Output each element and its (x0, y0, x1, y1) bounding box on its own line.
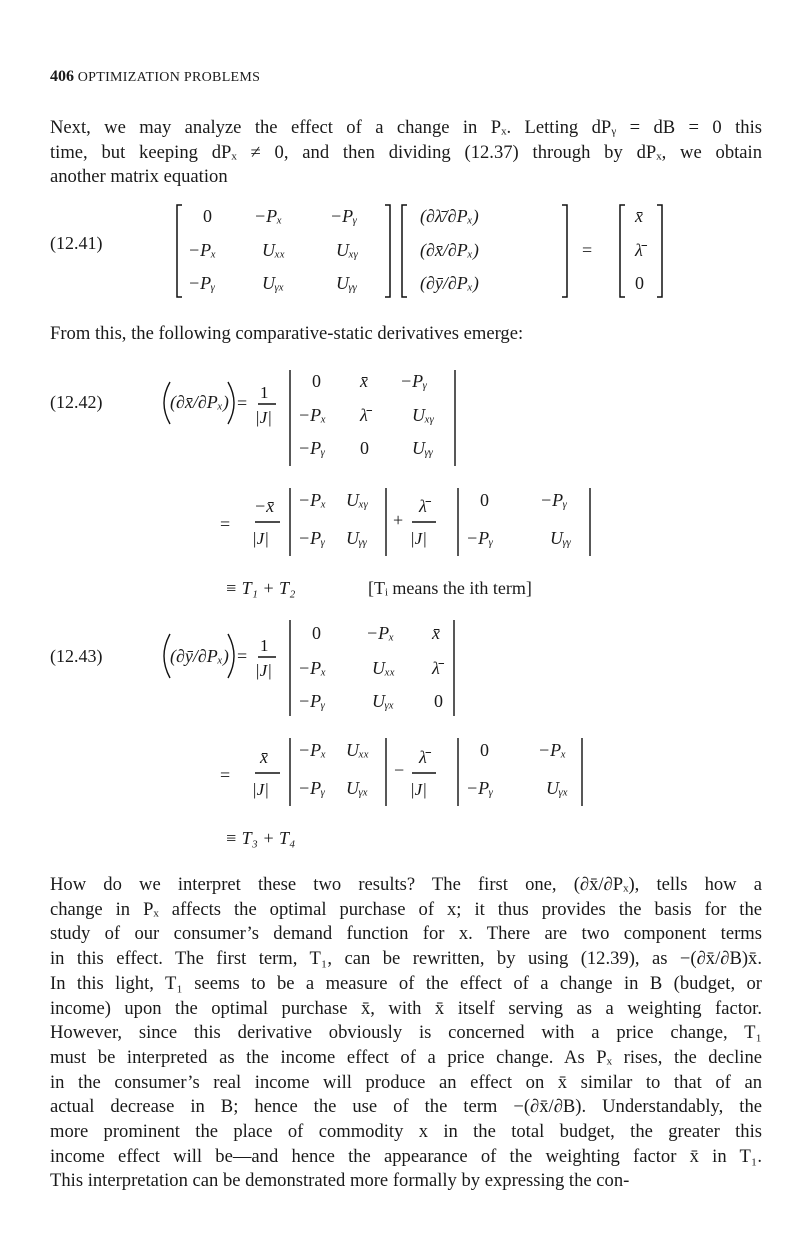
det-cell: Uₓᵧ (412, 405, 435, 425)
det-cell: −Pᵧ (466, 528, 494, 548)
text-line: income) upon the optimal purchase x̄, with x̄ itself serving as a weighting factor. (50, 997, 762, 1019)
det-cell: −Pₓ (538, 740, 567, 760)
fraction-det-j: |J| (410, 780, 427, 799)
det-cell: Uᵧₓ (546, 778, 569, 798)
text-line: In this light, T₁ seems to be a measure of the effect of a change in B (budget, or (50, 972, 762, 994)
text-line: must be interpreted as the income effect of a price change. As Pₓ rises, the decline (50, 1046, 762, 1068)
page-number: 406 (50, 68, 74, 85)
text-line: Next, we may analyze the effect of a change in Pₓ. Letting dPᵧ = dB = 0 this (50, 117, 762, 138)
equals-sign: = (237, 646, 248, 666)
rhs-cell: 0 (635, 273, 644, 293)
text-line: actual decrease in B; hence the use of the term −(∂x̄/∂B). Understandably, the (50, 1096, 762, 1118)
det-cell: 0 (312, 623, 321, 643)
det-cell: −Pᵧ (298, 438, 326, 458)
det-cell: −Pᵧ (298, 778, 326, 798)
equals-sign: = (220, 514, 231, 534)
matrix-cell: −Pᵧ (188, 273, 216, 293)
equals-sign: = (220, 765, 231, 785)
det-cell: 0 (480, 740, 489, 760)
det-cell: −Pᵧ (298, 528, 326, 548)
fraction-det-j: |J| (252, 780, 269, 799)
equals-sign: = (237, 393, 248, 413)
matrix-cell: −Pₓ (254, 206, 283, 226)
term-note: [Tᵢ means the ith term] (368, 578, 532, 598)
fraction-det-j: |J| (410, 529, 427, 548)
fraction-one: 1 (260, 636, 269, 655)
rhs-cell: λ̄ (635, 240, 643, 260)
det-cell: 0 (312, 371, 321, 391)
fraction-det-j: |J| (255, 661, 272, 680)
det-cell: x̄ (360, 371, 368, 391)
det-cell: Uᵧᵧ (412, 438, 434, 458)
det-cell: −Pₓ (298, 405, 327, 425)
matrix-cell: Uₓᵧ (336, 240, 359, 260)
text-line: study of our consumer’s demand function for x. There are two component terms (50, 923, 762, 945)
operator: + (393, 510, 404, 530)
det-cell: −Pₓ (298, 658, 327, 678)
text-line: change in Pₓ affects the optimal purchase of x; it thus provides the basis for the (50, 898, 762, 920)
det-cell: 0 (360, 438, 369, 458)
vector-cell: (∂x̄/∂Pₓ) (420, 240, 479, 260)
det-cell: Uₓᵧ (346, 490, 369, 510)
term-sum: ≡ T₃ + T₄ (225, 828, 296, 848)
text-line: more prominent the place of commodity x in the total budget, the greater this (50, 1121, 762, 1143)
text-line: time, but keeping dPₓ ≠ 0, and then dividing (12.37) through by dPₓ, we obtain (50, 141, 762, 163)
matrix-cell: −Pₓ (188, 240, 217, 260)
det-cell: −Pₓ (298, 490, 327, 510)
text-line: in this effect. The first term, T₁, can be rewritten, by using (12.39), as −(∂x̄/∂B)x̄. (50, 948, 762, 970)
det-cell: −Pᵧ (466, 778, 494, 798)
det-cell: Uᵧᵧ (346, 528, 368, 548)
text-line: However, since this derivative obviously is concerned with a price change, T₁ (50, 1022, 762, 1044)
matrix-cell: Uᵧᵧ (336, 273, 358, 293)
det-cell: −Pₓ (298, 740, 327, 760)
det-cell: 0 (434, 691, 443, 711)
det-cell: −Pₓ (366, 623, 395, 643)
text-line: How do we interpret these two results? The first one, (∂x̄/∂Pₓ), tells how a (50, 874, 762, 895)
text-line: another matrix equation (50, 166, 228, 188)
text-line: From this, the following comparative-static derivatives emerge: (50, 323, 524, 344)
vector-cell: (∂λ̄/∂Pₓ) (420, 206, 479, 226)
equation-label: (12.42) (50, 392, 103, 412)
vector-cell: (∂ȳ/∂Pₓ) (420, 273, 479, 293)
coefficient: λ̄ (419, 747, 427, 767)
coefficient: λ̄ (419, 496, 427, 516)
matrix-cell: Uₓₓ (262, 240, 286, 260)
derivative-lhs: (∂x̄/∂Pₓ) (170, 392, 229, 412)
fraction-det-j: |J| (252, 529, 269, 548)
det-cell: 0 (480, 490, 489, 510)
det-cell: λ̄ (432, 658, 440, 678)
text-line: income effect will be—and hence the appearance of the weighting factor x̄ in T₁. (50, 1145, 762, 1167)
matrix-cell: Uᵧₓ (262, 273, 285, 293)
det-cell: Uₓₓ (372, 658, 396, 678)
coefficient: x̄ (260, 747, 268, 767)
text-line: in the consumer’s real income will produce an effect on x̄ similar to that of an (50, 1071, 762, 1093)
coefficient: −x̄ (254, 496, 275, 516)
matrix-cell: −Pᵧ (330, 206, 358, 226)
det-cell: Uᵧᵧ (550, 528, 572, 548)
running-title: OPTIMIZATION PROBLEMS (77, 70, 261, 85)
det-cell: −Pᵧ (540, 490, 568, 510)
det-cell: Uₓₓ (346, 740, 370, 760)
det-cell: −Pᵧ (400, 371, 428, 391)
derivative-lhs: (∂ȳ/∂Pₓ) (170, 646, 229, 666)
fraction-det-j: |J| (255, 408, 272, 427)
det-cell: Uᵧₓ (372, 691, 395, 711)
term-sum: ≡ T₁ + T₂ (225, 578, 296, 598)
matrix-cell: 0 (203, 206, 212, 226)
equals-sign: = (582, 240, 593, 260)
text-line: This interpretation can be demonstrated more formally by expressing the con- (50, 1170, 630, 1192)
equation-label: (12.41) (50, 233, 103, 253)
equation-label: (12.43) (50, 646, 103, 666)
det-cell: λ̄ (360, 405, 368, 425)
det-cell: −Pᵧ (298, 691, 326, 711)
rhs-cell: x̄ (635, 206, 643, 226)
fraction-one: 1 (260, 383, 269, 402)
det-cell: Uᵧₓ (346, 778, 369, 798)
det-cell: x̄ (432, 623, 440, 643)
operator: − (394, 760, 405, 780)
paragraph-interpretation (50, 873, 762, 1194)
